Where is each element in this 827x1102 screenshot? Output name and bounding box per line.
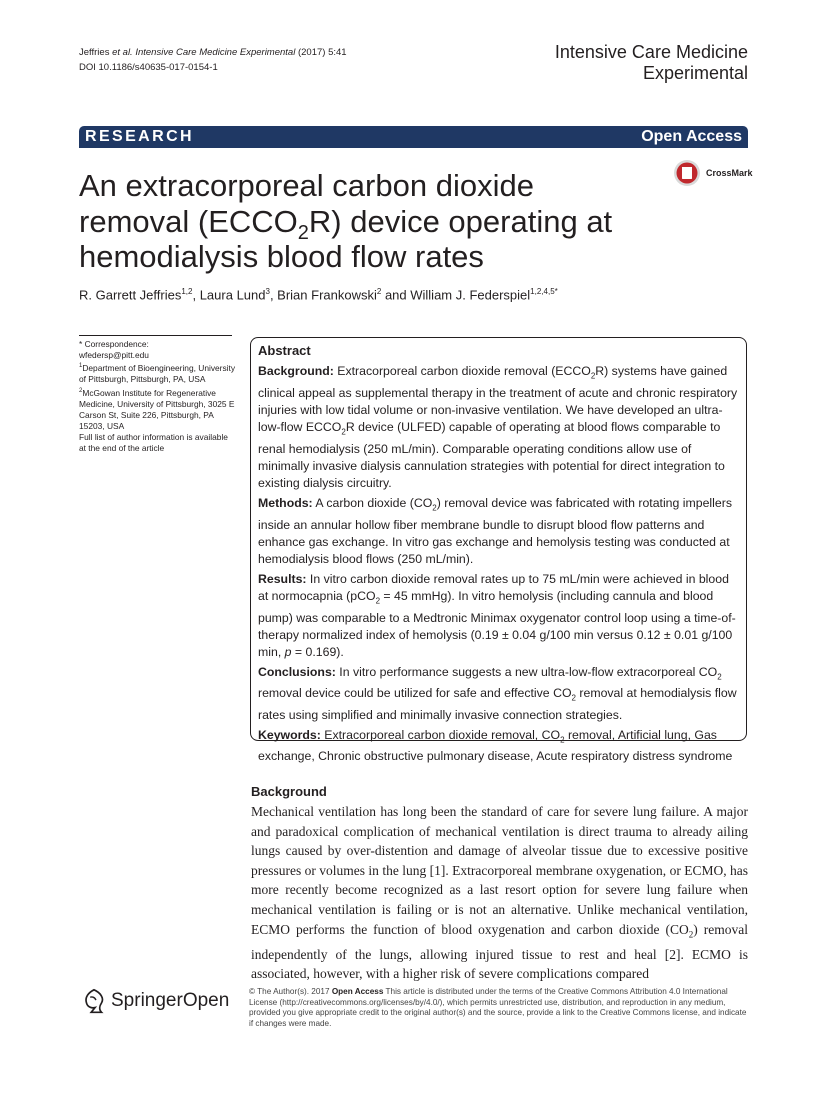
citation-line: Jeffries et al. Intensive Care Medicine Experimental (2017) 5:41 xyxy=(79,47,347,58)
abstract-keywords: Keywords: Extracorporeal carbon dioxide removal, $CO_2$ removal, Artificial lung, Gas exchange, Chronic obstructive pulmonary disease, Acute respiratory distress syndrome xyxy=(258,727,733,764)
article-type-label: RESEARCH xyxy=(85,128,194,145)
publisher-logo-text: SpringerOpen xyxy=(111,990,230,1011)
full-author-info-note: Full list of author information is available at the end of the article xyxy=(79,432,228,454)
springer-open-logo-icon xyxy=(79,987,109,1017)
affiliations-sidebar xyxy=(79,339,237,455)
author: William J. Federspiel xyxy=(410,287,531,303)
article-type-banner xyxy=(79,126,748,148)
abstract-background: Background: Extracorporeal carbon dioxide removal $(ECCO_2R)$ systems have gained clinical appeal as supplemental therapy in the treatment of acute and chronic respiratory injuries with low tidal volume or non-invasive ventilation. We have developed an ultra-low-flow $ECCO_2R$ device (ULFED) capable of operating at blood flows comparable to renal hemodialysis (250 mL/min). Comparable operating conditions allow use of minimally invasive dialysis cannulation strategies with potential for direct integration to existing dialysis circuitry. xyxy=(258,364,738,491)
crossmark-label[interactable]: CrossMark xyxy=(706,168,753,178)
abstract-results: Results: In vitro carbon dioxide removal rates up to 75 mL/min were achieved in blood at normocapnia (pCO$_2$ = 45 mmHg). In vitro hemolysis (including cannula and blood pump) was comparable to a Medtronic Minimax oxygenator control loop using a time-of-therapy normalized index of hemolysis (0.19 ± 0.04 g/100 min versus 0.12 ± 0.01 g/100 min, p = 0.169). xyxy=(258,571,736,660)
citation-header xyxy=(79,45,347,75)
affiliation-1: $^1$Department of Bioengineering, University of Pittsburgh, Pittsburgh, PA, USA xyxy=(79,363,236,385)
abstract-conclusions: Conclusions: In vitro performance suggests a new ultra-low-flow extracorporeal $CO_2$ removal device could be utilized for safe and effective $CO_2$ removal at hemodialysis flow rates using simplified and minimally invasive connection strategies. xyxy=(258,664,737,723)
correspondence-label: * Correspondence: xyxy=(79,339,149,349)
journal-name: Intensive Care Medicine Experimental xyxy=(554,42,748,83)
doi[interactable]: DOI 10.1186/s40635-017-0154-1 xyxy=(79,62,218,73)
article-title: An extracorporeal carbon dioxide removal $(ECCO_2R)$ device operating at hemodialysis blood flow rates xyxy=(79,168,613,274)
license-notice: © The Author(s). 2017 Open Access This article is distributed under the terms of the Creative Commons Attribution 4.0 International License (http://creativecommons.org/licenses/by/4.0/), which permits unrestricted use, distribution, and reproduction in any medium, provided you give appropriate credit to the original author(s) and the source, provide a link to the Creative Commons license, and indicate if changes were made. xyxy=(249,987,747,1028)
abstract xyxy=(258,342,741,768)
author: R. Garrett Jeffries xyxy=(79,287,182,303)
affiliation-2: $^2$McGowan Institute for Regenerative Medicine, University of Pittsburgh, 3025 E Carson St, Suite 226, Pittsburgh, PA 15203, USA xyxy=(79,387,235,432)
author-list: R. Garrett Jeffries$^{1,2}$, Laura Lund$^3$, Brian Frankowski$^2$ and William J. Federspiel$^{1,2,4,5*}$ xyxy=(79,287,558,303)
correspondence-email[interactable]: wfedersp@pitt.edu xyxy=(79,350,149,361)
abstract-methods: Methods: A carbon dioxide $(CO_2)$ removal device was fabricated with rotating impellers inside an annular hollow fiber membrane bundle to disrupt blood flow patterns and enhance gas exchange. In vitro gas exchange and hemolysis testing was conducted at hemodialysis blood flows (250 mL/min). xyxy=(258,496,732,567)
sidebar-divider xyxy=(79,335,232,336)
open-access-label: Open Access xyxy=(641,128,742,145)
author: Laura Lund xyxy=(199,287,266,303)
body-paragraph: Mechanical ventilation has long been the standard of care for severe lung failure. A major and paradoxical complication of mechanical ventilation is direct trauma to already ailing lungs caused by over-distention and damage of alveolar tissue due to excessive positive pressures or volumes in the lung [1]. Extracorporeal membrane oxygenation, or ECMO, has more recently become recognized as a last resort option for severe lung failure when mechanical ventilation is failing or is not an alternative. Unlike mechanical ventilation, ECMO performs the function of blood oxygenation and carbon dioxide $(CO_2)$ removal independently of the lungs, allowing injured tissue to rest and heal [2]. ECMO is associated, however, with a higher risk of severe complications compared xyxy=(251,804,748,982)
abstract-heading: Abstract xyxy=(258,343,311,358)
section-heading: Background xyxy=(251,784,327,799)
author: Brian Frankowski xyxy=(277,287,377,303)
